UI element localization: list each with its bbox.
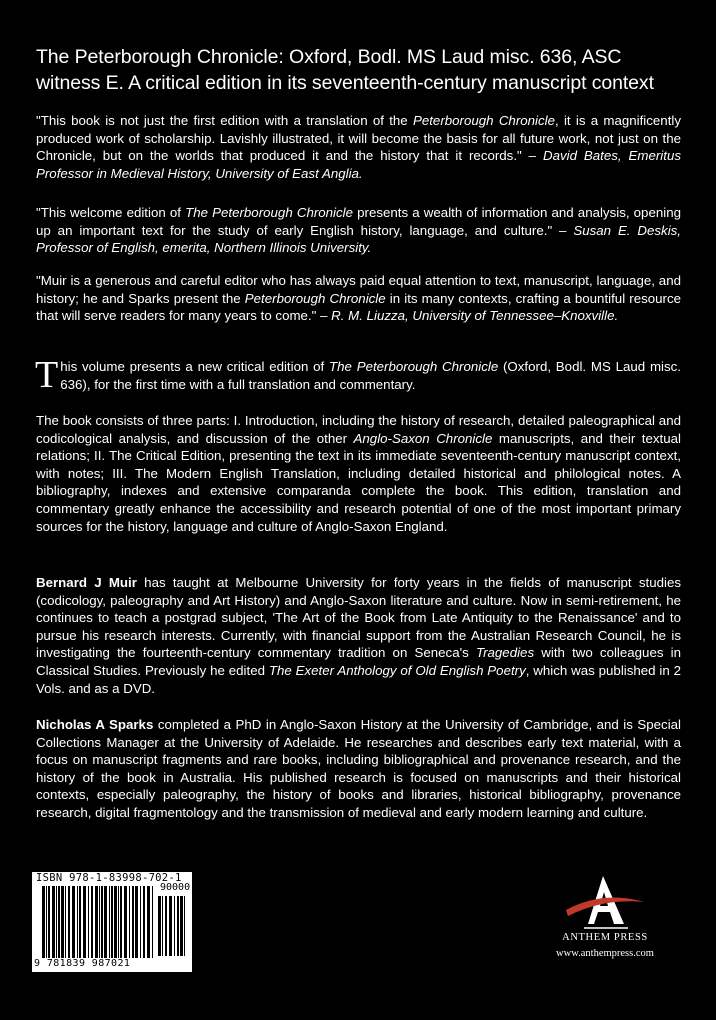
quote-book-title: The Peterborough Chronicle: [185, 205, 354, 220]
barcode-bar: [61, 886, 64, 958]
barcode-bar: [56, 886, 57, 958]
quote-attribution: David Bates, Emeritus Professor in Medieval History, University of East Anglia.: [36, 148, 682, 181]
quote-text: in its many contexts, crafting a bountiful resource that will serve readers for many years to come." –: [36, 290, 681, 324]
intro-paragraph: [35, 354, 681, 396]
intro-text: his volume presents a new critical edition of: [60, 359, 330, 374]
addon-bars: [158, 896, 188, 956]
review-quote-deskis: [36, 204, 681, 257]
bio-text: has taught at Melbourne University for forty years in the fields of manuscript studies (codicology, paleography and Art History) and Anglo-Saxon literature and culture. Now in semi-retirement, he continues to teach a postgrad subject, 'The Art of the Book from Late Antiquity to the Renaissance' and to pursue his research interests. Currently, with financial support from the Australian Research Council, he is investigating the fourteenth-century commentary tradition on Seneca's: [36, 575, 681, 661]
bio-text: with two colleagues in Classical Studies. Previously he edited: [36, 645, 681, 678]
barcode-bar: [68, 886, 70, 958]
quote-text: "Muir is a generous and careful editor who has always paid equal attention to text, manuscript, language, and history; he and Sparks present the: [36, 273, 681, 306]
barcode-bar: [152, 886, 153, 958]
quote-text: "This book is not just the first edition with a translation of the: [36, 113, 413, 128]
anthem-a-logo-icon: [558, 872, 648, 932]
barcode-bar: [118, 886, 119, 958]
intro-book-title: The Peterborough Chronicle: [329, 359, 499, 374]
bio-italic-title: Tragedies: [475, 645, 535, 661]
parts-italic-title: Anglo-Saxon Chronicle: [353, 430, 493, 446]
barcode-bar: [120, 886, 122, 958]
barcode-bar: [165, 896, 167, 956]
quote-text: presents a wealth of information and analysis, opening up an important text for the study of early English history, language, and culture." –: [36, 205, 681, 238]
barcode-bar: [91, 886, 93, 958]
parts-text: The book consists of three parts: I. Introduction, including the history of research, detailed paleographical and codicological analysis, and discussion of the other: [36, 413, 681, 446]
barcode-bar: [129, 886, 130, 958]
author-name: Nicholas A Sparks: [36, 717, 154, 732]
isbn-label: ISBN 978-1-83998-702-1: [36, 872, 182, 884]
barcode-bar: [101, 886, 103, 958]
barcode-bar: [48, 886, 50, 958]
barcode-bar: [58, 886, 60, 958]
book-title: The Peterborough Chronicle: Oxford, Bodl. MS Laud misc. 636, ASC witness E. A critical edition in its seventeenth-century manuscript context: [36, 46, 654, 94]
bio-text: completed a PhD in Anglo-Saxon History at the University of Cambridge, and is Special Collections Manager at the University of Adelaide. He researches and describes early text material, with a focus on manuscript fragments and rare books, including bibliographical and provenance research, and the history of the book in Australia. His published research is focused on manuscripts and their historical contexts, especially paleography, the history of books and libraries, historical bibliography, provenance research, digital fragmentology and the transmission of medieval and early modern learning and culture.: [36, 717, 681, 820]
author-bio-muir: [36, 574, 681, 697]
publisher-name: ANTHEM PRESS: [562, 932, 648, 943]
barcode-bar: [162, 896, 163, 956]
barcode-bar: [88, 886, 89, 958]
barcode-bar: [184, 896, 185, 956]
quote-text: , it is a magnificently produced work of scholarship. Lavishly illustrated, it will become the basis for all future work, not just on the Chronicle, but on the worlds that produced it and the history that it records." –: [36, 113, 681, 164]
barcode-bar: [65, 886, 66, 958]
quote-text: "This welcome edition of: [36, 205, 186, 220]
barcode-bar: [174, 896, 175, 956]
barcode-bar: [143, 886, 145, 958]
barcode-bar: [104, 886, 107, 958]
bio-italic-title: The Exeter Anthology of Old English Poetry: [268, 662, 526, 678]
barcode-bar: [158, 896, 161, 956]
barcode-bar: [147, 886, 150, 958]
barcode-bar: [46, 886, 47, 958]
barcode-bars: [42, 886, 154, 958]
price-addon: 90000: [160, 882, 191, 893]
barcode-digits: 9 781839 987021: [34, 958, 131, 969]
barcode-bar: [77, 886, 78, 958]
barcode-bar: [83, 886, 86, 958]
barcode-bar: [79, 886, 81, 958]
isbn-barcode: [32, 872, 192, 972]
author-bio-sparks: [36, 716, 681, 822]
barcode-bar: [99, 886, 100, 958]
barcode-bar: [72, 886, 75, 958]
parts-paragraph: [36, 412, 681, 535]
barcode-bar: [169, 896, 172, 956]
quote-attribution: Susan E. Deskis, Professor of English, emerita, Northern Illinois University.: [36, 222, 681, 256]
barcode-bar: [177, 896, 179, 956]
review-quote-bates: [36, 112, 681, 182]
barcode-bar: [180, 896, 183, 956]
review-quote-liuzza: [36, 272, 681, 325]
barcode-bar: [140, 886, 141, 958]
barcode-bar: [111, 886, 113, 958]
barcode-bar: [42, 886, 45, 958]
intro-text: (Oxford, Bodl. MS Laud misc. 636), for the first time with a full translation and commentary.: [60, 359, 681, 392]
author-name: Bernard J Muir: [36, 575, 137, 590]
bio-text: , which was published in 2 Vols. and as a DVD.: [36, 662, 681, 696]
barcode-bar: [135, 886, 138, 958]
barcode-bar: [52, 886, 55, 958]
quote-book-title: Peterborough Chronicle: [412, 113, 555, 128]
barcode-bar: [132, 886, 134, 958]
barcode-bar: [95, 886, 98, 958]
barcode-bar: [124, 886, 127, 958]
parts-text: manuscripts, and their textual relations; II. The Critical Edition, presenting the text in its immediate seventeenth-century manuscript context, with notes; III. The Modern English Translation, including detailed historical and philological notes. A bibliography, indexes and extensive comparanda complete the book. This edition, translation and commentary greatly enhance the accessibility and research potential of one of the most important primary sources for the history, language and culture of Anglo-Saxon England.: [36, 430, 681, 534]
drop-cap: T: [35, 354, 59, 396]
barcode-bar: [109, 886, 110, 958]
barcode-bar: [114, 886, 117, 958]
quote-attribution: R. M. Liuzza, University of Tennessee–Knoxville.: [331, 308, 619, 324]
publisher-url: www.anthempress.com: [556, 948, 654, 959]
quote-book-title: Peterborough Chronicle: [244, 290, 386, 306]
